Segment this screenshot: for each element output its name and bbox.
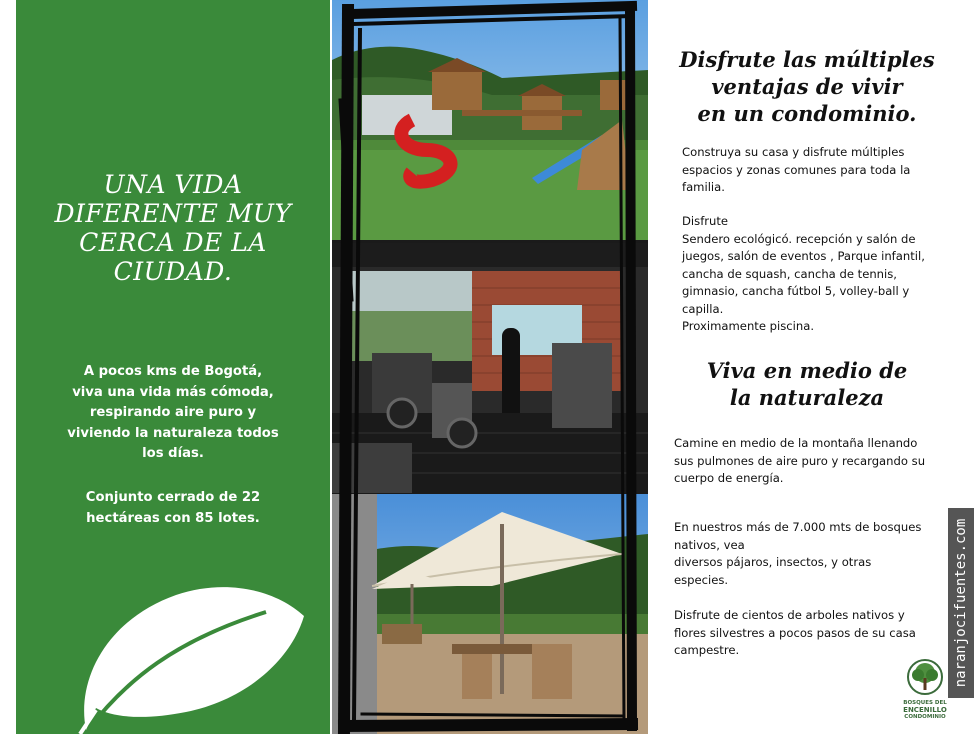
title-line: DIFERENTE MUY [54,199,292,228]
logo-line: ENCENILLO [903,706,947,714]
title-line: UNA VIDA [103,170,243,199]
logo [896,658,954,720]
photo-column [332,0,648,734]
title-line: CIUDAD. [113,257,233,286]
intro-line: respirando aire puro y [89,405,257,420]
intro-line: los días. [142,446,204,461]
heading-condominio [672,46,942,127]
heading-line: ventajas de vivir [711,74,903,99]
paragraph-amenities: Disfrute Sendero ecológicó. recepción y salón de juegos, salón de eventos , Parque infantil, cancha de squash, cancha de tennis, gimnasio, cancha fútbol 5, volley-ball y capilla. Proximamente piscina. [682,214,925,333]
gym-photo [332,243,648,493]
green-panel [16,0,330,734]
title-line: CERCA DE LA [79,228,267,257]
lots-line: Conjunto cerrado de 22 [85,490,261,505]
paragraph-bosques: En nuestros más de 7.000 mts de bosques nativos, vea diversos pájaros, insectos, y otras especies. [674,520,922,587]
panel-title [16,170,330,286]
heading-naturaleza [672,357,942,411]
intro-line: viva una vida más cómoda, [72,384,274,400]
heading-line: Viva en medio de [706,358,908,383]
leaf-icon [66,570,306,734]
watermark-text: naranjocifuentes.com [953,518,969,688]
heading-line: la naturaleza [729,385,885,410]
right-column [650,0,979,734]
terrace-photo [332,494,648,734]
lots-line: hectáreas con 85 lotes. [86,510,260,526]
paragraph-arboles: Disfrute de cientos de arboles nativos y flores silvestres a pocos pasos de su casa campestre. [674,608,916,657]
intro-text [46,362,300,465]
logo-line: CONDOMINIO [904,714,946,720]
heading-line: Disfrute las múltiples [679,47,935,72]
logo-line: BOSQUES DEL [903,700,947,706]
tree-icon [905,658,945,696]
paragraph-casa: Construya su casa y disfrute múltiples espacios y zonas comunes para toda la familia. [682,145,911,194]
intro-line: A pocos kms de Bogotá, [83,364,263,379]
intro-line: viviendo la naturaleza todos [67,425,279,441]
paragraph-montana: Camine en medio de la montaña llenando sus pulmones de aire puro y recargando su cuerpo de energía. [674,436,926,485]
playground-photo [332,0,648,240]
lots-text [46,488,300,529]
heading-line: en un condominio. [697,101,917,126]
